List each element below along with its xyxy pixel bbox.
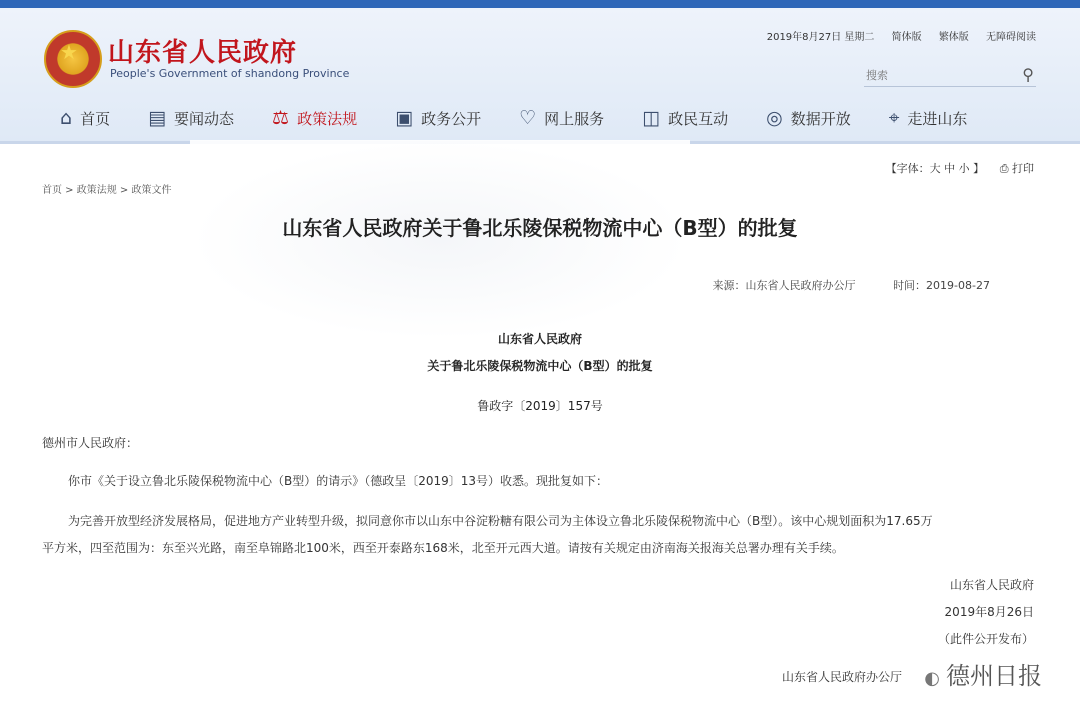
search-input[interactable]: [864, 65, 1008, 87]
top-accent-bar: [0, 0, 1080, 8]
paragraph-1: 你市《关于设立鲁北乐陵保税物流中心（B型）的请示》（德政呈〔2019〕13号）收悉。现批复如下：: [68, 474, 609, 488]
nav-item-news[interactable]: ▤ 要闻动态: [148, 107, 235, 129]
article-meta: [679, 277, 990, 293]
location-icon: ⌖: [888, 107, 900, 129]
breadcrumb[interactable]: 首页 > 政策法规 > 政策文件: [42, 185, 172, 196]
nav-item-home[interactable]: ⌂ 首页: [60, 107, 111, 129]
search-box: [864, 64, 1036, 87]
wechat-icon: ◐: [924, 668, 940, 689]
national-emblem-icon[interactable]: ★: [44, 30, 102, 88]
current-date: 2019年8月27日 星期二: [766, 32, 875, 43]
article-tools: [886, 160, 1034, 176]
footer-office: 山东省人民政府办公厅: [782, 670, 903, 684]
scale-icon: ⚖: [272, 107, 290, 129]
doc-title: 关于鲁北乐陵保税物流中心（B型）的批复: [427, 359, 653, 373]
publish-note: （此件公开发布）: [937, 632, 1034, 646]
article-source: 来源：山东省人民政府办公厅: [712, 279, 856, 292]
print-link[interactable]: 打印: [1012, 162, 1034, 175]
site-title[interactable]: 山东省人民政府: [108, 38, 298, 68]
signature-org: 山东省人民政府: [949, 578, 1034, 592]
nav-item-policy[interactable]: ⚖ 政策法规: [272, 107, 358, 129]
doc-org: 山东省人民政府: [497, 332, 582, 346]
home-icon: ⌂: [60, 107, 73, 129]
document-icon: ▣: [395, 107, 414, 129]
doc-number: 鲁政字〔2019〕157号: [477, 399, 603, 413]
data-icon: ◎: [766, 107, 783, 129]
printer-icon[interactable]: ⎙: [999, 162, 1009, 175]
interaction-icon: ◫: [642, 107, 661, 129]
nav-item-shandong[interactable]: ⌖ 走进山东: [888, 107, 968, 129]
main-nav: [60, 103, 1040, 133]
top-links: [753, 28, 1036, 43]
nav-item-data[interactable]: ◎ 数据开放: [766, 107, 851, 129]
heart-icon: ♡: [519, 107, 537, 129]
watermark: ◐ 德州日报: [920, 656, 1046, 691]
link-accessible[interactable]: 无障碍阅读: [986, 32, 1036, 43]
nav-item-interaction[interactable]: ◫ 政民互动: [642, 107, 729, 129]
link-traditional[interactable]: 繁体版: [938, 32, 969, 43]
link-simplified[interactable]: 简体版: [891, 32, 922, 43]
article-title: 山东省人民政府关于鲁北乐陵保税物流中心（B型）的批复: [282, 216, 798, 240]
nav-item-affairs[interactable]: ▣ 政务公开: [395, 107, 482, 129]
site-header: [0, 8, 1080, 144]
search-icon[interactable]: ⚲: [1022, 65, 1034, 84]
news-icon: ▤: [148, 107, 167, 129]
site-subtitle: People's Government of shandong Province: [110, 67, 350, 80]
paragraph-2-line-2: 平方米，四至范围为：东至兴光路，南至阜锦路北100米，西至开泰路东168米，北至开元西大道。请按有关规定由济南海关报海关总署办理有关手续。: [42, 541, 844, 555]
article-time: 时间：2019-08-27: [893, 279, 990, 292]
signature-date: 2019年8月26日: [944, 605, 1034, 619]
font-size-control[interactable]: 【字体：大 中 小 】: [885, 162, 985, 175]
addressee: 德州市人民政府：: [42, 436, 139, 450]
nav-item-service[interactable]: ♡ 网上服务: [519, 107, 605, 129]
paragraph-2-line-1: 为完善开放型经济发展格局，促进地方产业转型升级，拟同意你市以山东中谷淀粉糖有限公司为主体设立鲁北乐陵保税物流中心（B型）。该中心规划面积为17.65万: [68, 514, 933, 528]
